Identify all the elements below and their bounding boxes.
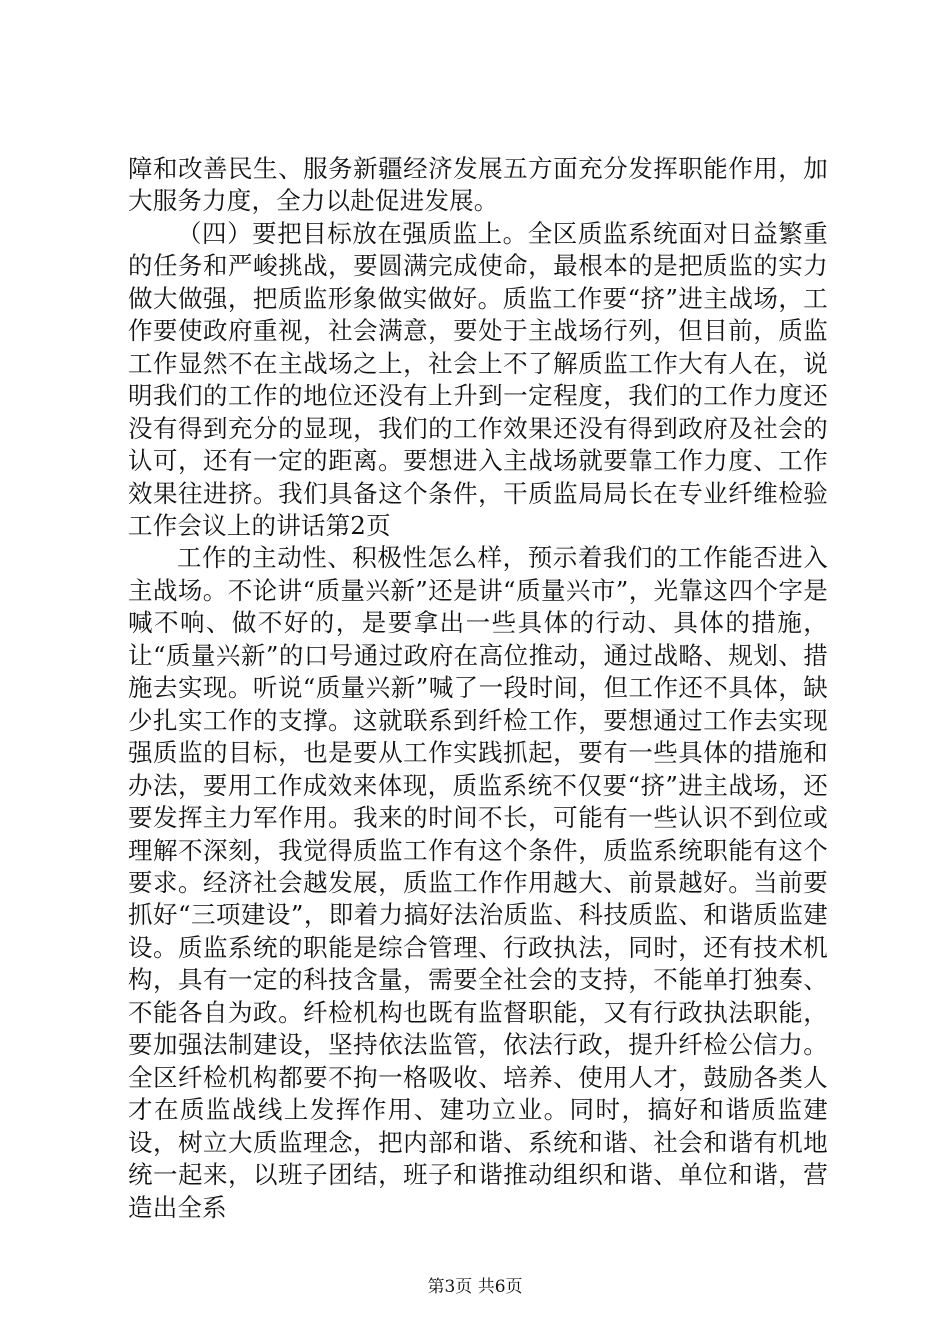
page-footer: 第3页 共6页 [427,1277,523,1297]
document-body [128,153,828,1224]
paragraph-3: 工作的主动性、积极性怎么样，预示着我们的工作能否进入主战场。不论讲“质量兴新”还是讲“质量兴市”，光靠这四个字是喊不响、做不好的，是要拿出一些具体的行动、具体的措施，让“质量兴新”的口号通过政府在高位推动，通过战略、规划、措施去实现。听说“质量兴新”喊了一段时间，但工作还不具体，缺少扎实工作的支撑。这就联系到纤检工作，要想通过工作去实现强质监的目标，也是要从工作实践抓起，要有一些具体的措施和办法，要用工作成效来体现，质监系统不仅要“挤”进主战场，还要发挥主力军作用。我来的时间不长，可能有一些认识不到位或理解不深刻，我觉得质监工作有这个条件，质监系统职能有这个要求。经济社会越发展，质监工作作用越大、前景越好。当前要抓好“三项建设”，即着力搞好法治质监、科技质监、和谐质监建设。质监系统的职能是综合管理、行政执法，同时，还有技术机构，具有一定的科技含量，需要全社会的支持，不能单打独奏、不能各自为政。纤检机构也既有监督职能，又有行政执法职能，要加强法制建设，坚持依法监管，依法行政，提升纤检公信力。全区纤检机构都要不拘一格吸收、培养、使用人才，鼓励各类人才在质监战线上发挥作用、建功立业。同时，搞好和谐质监建设，树立大质监理念，把内部和谐、系统和谐、社会和谐有机地统一起来，以班子团结，班子和谐推动组织和谐、单位和谐，营造出全系 [128,543,828,1222]
paragraph-2: （四）要把目标放在强质监上。全区质监系统面对日益繁重的任务和严峻挑战，要圆满完成使命，最根本的是把质监的实力做大做强，把质监形象做实做好。质监工作要“挤”进主战场，工作要使政府重视，社会满意，要处于主战场行列，但目前，质监工作显然不在主战场之上，社会上不了解质监工作大有人在，说明我们的工作的地位还没有上升到一定程度，我们的工作力度还没有得到充分的显现，我们的工作效果还没有得到政府及社会的认可，还有一定的距离。要想进入主战场就要靠工作力度、工作效果往进挤。我们具备这个条件，干质监局局长在专业纤维检验工作会议上的讲话第2页 [128,218,828,540]
paragraph-1: 障和改善民生、服务新疆经济发展五方面充分发挥职能作用，加大服务力度，全力以赴促进发展。 [128,154,828,216]
